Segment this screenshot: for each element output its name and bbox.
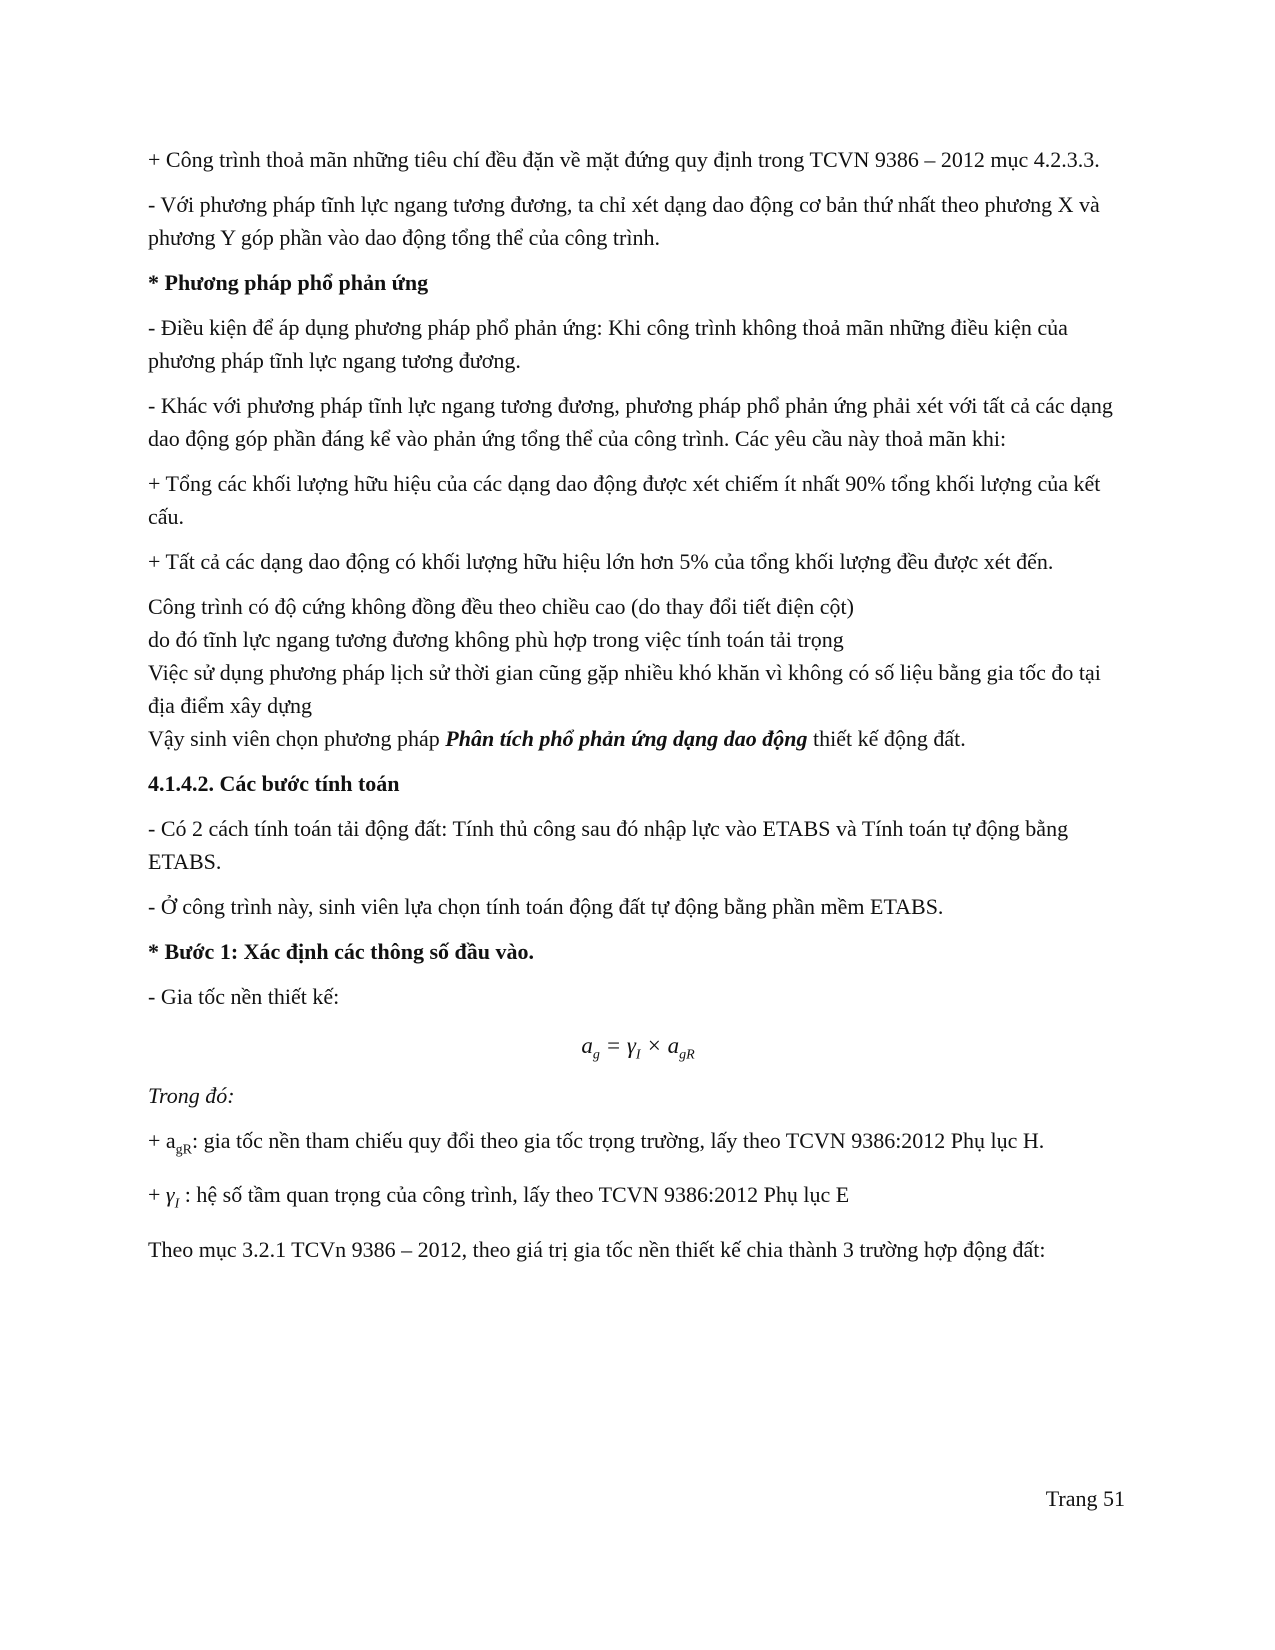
page-number: Trang 51 [1045, 1486, 1125, 1511]
conclusion-method: Phân tích phổ phản ứng dạng dao động [445, 726, 808, 751]
paragraph-three-cases: Theo mục 3.2.1 TCVn 9386 – 2012, theo giá trị gia tốc nền thiết kế chia thành 3 trường hợp động đất: [148, 1236, 1046, 1262]
formula-lhs: a [581, 1033, 593, 1058]
paragraph-mass-90: + Tổng các khối lượng hữu hiệu của các dạng dao động được xét chiếm ít nhất 90% tổng khối lượng của kết cấu. [148, 471, 1101, 529]
conclusion-suffix: thiết kế động đất. [807, 726, 966, 751]
paragraph-mass-5: + Tất cả các dạng dao động có khối lượng hữu hiệu lớn hơn 5% của tổng khối lượng đều được xét đến. [148, 549, 1054, 574]
formula-equals: = [599, 1033, 627, 1058]
heading-response-spectrum: * Phương pháp phổ phản ứng [148, 270, 429, 295]
paragraph-gamma [148, 1178, 1128, 1220]
agr-sub: gR [175, 1142, 193, 1158]
paragraph-static-method: - Với phương pháp tĩnh lực ngang tương đương, ta chỉ xét dạng dao động cơ bản thứ nhất theo phương X và phương Y góp phần vào dao động tổng thể của công trình. [148, 192, 1100, 250]
formula-design-acceleration [148, 1025, 1128, 1067]
formula-gamma-sub: I [635, 1047, 641, 1063]
paragraph-where: Trong đó: [148, 1083, 235, 1108]
paragraph-etabs-choice: - Ở công trình này, sinh viên lựa chọn tính toán động đất tự động bằng phần mềm ETABS. [148, 894, 944, 919]
formula-gamma: γ [626, 1033, 636, 1058]
paragraph-two-methods: - Có 2 cách tính toán tải động đất: Tính thủ công sau đó nhập lực vào ETABS và Tính toán tự động bằng ETABS. [148, 816, 1069, 874]
paragraph-conditions: - Điều kiện để áp dụng phương pháp phổ phản ứng: Khi công trình không thoả mãn những điều kiện của phương pháp tĩnh lực ngang tương đương. [148, 315, 1068, 373]
gamma-symbol: γ [165, 1182, 175, 1208]
gamma-prefix: + [148, 1182, 166, 1208]
agr-text: : gia tốc nền tham chiếu quy đổi theo gia tốc trọng trường, lấy theo TCVN 9386:2012 Phụ lục H. [192, 1128, 1045, 1153]
paragraph-criteria: + Công trình thoả mãn những tiêu chí đều đặn về mặt đứng quy định trong TCVN 9386 – 2012 mục 4.2.3.3. [148, 147, 1100, 172]
paragraph-stiffness: Công trình có độ cứng không đồng đều theo chiều cao (do thay đổi tiết điện cột) [148, 594, 854, 619]
gamma-text: : hệ số tầm quan trọng của công trình, lấy theo TCVN 9386:2012 Phụ lục E [179, 1182, 850, 1208]
formula-rhs: a [667, 1033, 680, 1058]
paragraph-conclusion [148, 722, 1128, 755]
paragraph-agr [148, 1124, 1128, 1166]
heading-calculation-steps: 4.1.4.2. Các bước tính toán [148, 771, 400, 796]
paragraph-not-suitable: do đó tĩnh lực ngang tương đương không phù hợp trong việc tính toán tải trọng [148, 627, 844, 652]
formula-rhs-sub: gR [679, 1047, 695, 1063]
conclusion-prefix: Vậy sinh viên chọn phương pháp [148, 726, 446, 751]
paragraph-time-history: Việc sử dụng phương pháp lịch sử thời gian cũng gặp nhiều khó khăn vì không có số liệu bằng gia tốc đo tại địa điểm xây dựng [148, 660, 1101, 718]
agr-prefix: + a [148, 1128, 176, 1153]
heading-step-1: * Bước 1: Xác định các thông số đầu vào. [148, 939, 534, 964]
gamma-sub: I [174, 1196, 180, 1212]
page-content [148, 143, 1128, 1278]
formula-lhs-sub: g [592, 1047, 600, 1063]
formula-times: × [640, 1033, 668, 1058]
paragraph-design-acceleration: - Gia tốc nền thiết kế: [148, 984, 340, 1009]
paragraph-difference: - Khác với phương pháp tĩnh lực ngang tương đương, phương pháp phổ phản ứng phải xét với tất cả các dạng dao động góp phần đáng kể vào phản ứng tổng thể của công trình. Các yêu cầu này thoả mãn khi: [148, 393, 1113, 451]
